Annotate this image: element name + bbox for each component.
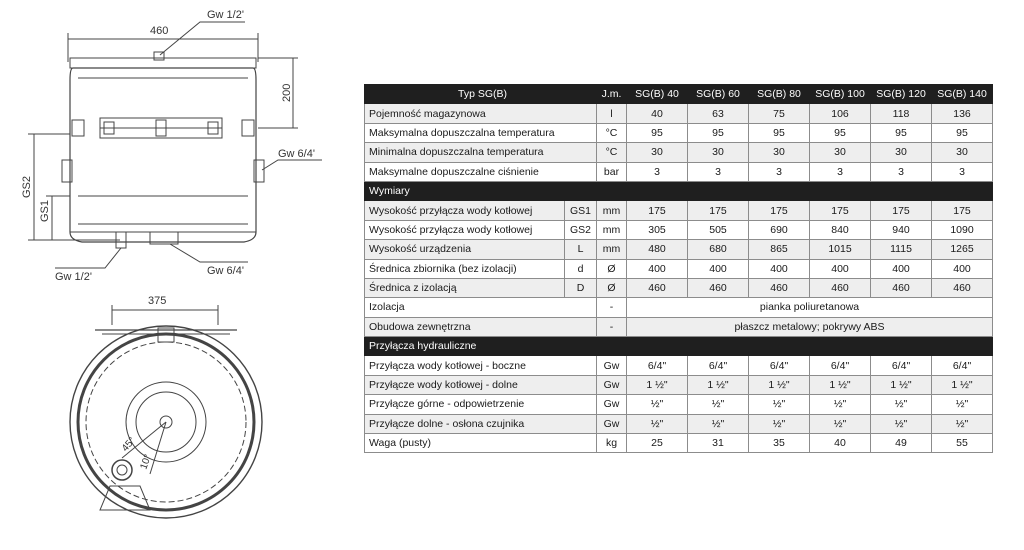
table-row [365,259,993,278]
label-dim-200: 200 [281,83,293,102]
row-value: 95 [932,123,993,142]
row-value: 505 [688,220,749,239]
row-value: ½" [627,414,688,433]
row-value: 30 [688,143,749,162]
row-unit: Gw [597,356,627,375]
row-value: 400 [810,259,871,278]
row-value: 3 [627,162,688,181]
row-value: 1115 [871,240,932,259]
table-row [365,104,993,123]
row-unit: Ø [597,259,627,278]
row-value: ½" [810,414,871,433]
row-label: Wysokość przyłącza wody kotłowej [365,201,565,220]
table-row [365,375,993,394]
row-unit: °C [597,123,627,142]
row-unit: bar [597,162,627,181]
row-value: 30 [810,143,871,162]
row-value: 175 [627,201,688,220]
row-value: 305 [627,220,688,239]
row-value: 680 [688,240,749,259]
row-label: Obudowa zewnętrzna [365,317,597,336]
label-dim-375: 375 [148,295,167,307]
row-value: 40 [810,434,871,453]
row-label: Wysokość przyłącza wody kotłowej [365,220,565,239]
header-model: SG(B) 80 [749,85,810,104]
row-value: 35 [749,434,810,453]
row-value: 63 [688,104,749,123]
row-value: 3 [749,162,810,181]
table-row [365,220,993,239]
table-row [365,317,993,336]
row-label: Waga (pusty) [365,434,597,453]
row-value: 3 [871,162,932,181]
row-value: 3 [688,162,749,181]
section-row-hydraulic [365,337,993,356]
row-value: 460 [932,278,993,297]
row-value: 30 [749,143,810,162]
row-value: 480 [627,240,688,259]
table-row [365,356,993,375]
label-gw-bottom-left: Gw 1/2' [55,271,92,283]
row-value: 1015 [810,240,871,259]
label-angle-b: 10° [138,453,154,472]
row-unit: - [597,298,627,317]
row-value: 1 ½" [627,375,688,394]
row-value: 3 [810,162,871,181]
row-unit: mm [597,201,627,220]
header-unit: J.m. [597,85,627,104]
row-value: 690 [749,220,810,239]
row-value: 400 [688,259,749,278]
row-label: Średnica zbiornika (bez izolacji) [365,259,565,278]
label-gw-top: Gw 1/2' [207,9,244,21]
row-symbol: d [565,259,597,278]
label-gs2: GS2 [21,175,33,198]
table-row [365,201,993,220]
row-value: 6/4" [627,356,688,375]
row-value: 1 ½" [810,375,871,394]
row-value: 95 [688,123,749,142]
row-value: 940 [871,220,932,239]
row-label: Maksymalne dopuszczalne ciśnienie [365,162,597,181]
row-value: 49 [871,434,932,453]
row-value: 6/4" [688,356,749,375]
section-title: Wymiary [365,181,993,200]
row-merged-value: pianka poliuretanowa [627,298,993,317]
row-value: 1090 [932,220,993,239]
table-row [365,395,993,414]
section-title: Przyłącza hydrauliczne [365,337,993,356]
row-value: 95 [627,123,688,142]
row-value: ½" [688,395,749,414]
row-value: 1265 [932,240,993,259]
table-row [365,298,993,317]
row-value: ½" [749,395,810,414]
label-gs1: GS1 [39,199,51,222]
row-value: 3 [932,162,993,181]
row-value: 175 [688,201,749,220]
row-value: 95 [871,123,932,142]
row-value: ½" [871,414,932,433]
row-label: Minimalna dopuszczalna temperatura [365,143,597,162]
row-value: 55 [932,434,993,453]
section-row-dimensions [365,181,993,200]
row-value: ½" [932,395,993,414]
row-value: 95 [810,123,871,142]
row-value: ½" [627,395,688,414]
row-value: 175 [749,201,810,220]
row-merged-value: płaszcz metalowy; pokrywy ABS [627,317,993,336]
row-value: 40 [627,104,688,123]
row-value: 30 [932,143,993,162]
row-unit: °C [597,143,627,162]
row-label: Średnica z izolacją [365,278,565,297]
table-row [365,143,993,162]
row-symbol: GS2 [565,220,597,239]
table-row [365,434,993,453]
header-model: SG(B) 60 [688,85,749,104]
row-value: 460 [688,278,749,297]
row-unit: Gw [597,395,627,414]
row-unit: kg [597,434,627,453]
row-unit: l [597,104,627,123]
row-value: 175 [871,201,932,220]
row-label: Maksymalna dopuszczalna temperatura [365,123,597,142]
row-value: ½" [810,395,871,414]
row-value: 6/4" [810,356,871,375]
row-value: 865 [749,240,810,259]
row-value: 30 [627,143,688,162]
row-label: Przyłącza wody kotłowej - boczne [365,356,597,375]
row-value: 460 [627,278,688,297]
table-header-row [365,85,993,104]
row-symbol: L [565,240,597,259]
table-row [365,278,993,297]
tank-side-view [62,52,264,248]
row-value: 6/4" [871,356,932,375]
header-model: SG(B) 120 [871,85,932,104]
label-gw-bottom-right: Gw 6/4' [207,265,244,277]
row-value: 1 ½" [688,375,749,394]
table-row [365,162,993,181]
row-unit: - [597,317,627,336]
row-value: 460 [749,278,810,297]
row-unit: Ø [597,278,627,297]
row-value: 25 [627,434,688,453]
row-symbol: D [565,278,597,297]
row-value: 106 [810,104,871,123]
row-value: ½" [749,414,810,433]
row-label: Przyłącze dolne - osłona czujnika [365,414,597,433]
tank-top-view [70,326,262,518]
row-value: 460 [810,278,871,297]
header-model: SG(B) 40 [627,85,688,104]
row-label: Przyłącze górne - odpowietrzenie [365,395,597,414]
row-value: 840 [810,220,871,239]
row-value: 1 ½" [871,375,932,394]
row-value: 75 [749,104,810,123]
table-row [365,240,993,259]
table-row [365,123,993,142]
row-value: ½" [871,395,932,414]
row-value: 460 [871,278,932,297]
header-model: SG(B) 140 [932,85,993,104]
label-dim-460: 460 [150,25,169,37]
header-type: Typ SG(B) [365,85,597,104]
row-value: 400 [871,259,932,278]
row-unit: Gw [597,414,627,433]
row-value: 6/4" [749,356,810,375]
row-value: 400 [749,259,810,278]
row-value: 175 [932,201,993,220]
row-label: Wysokość urządzenia [365,240,565,259]
row-value: ½" [932,414,993,433]
row-label: Przyłącze wody kotłowej - dolne [365,375,597,394]
row-value: 1 ½" [932,375,993,394]
header-model: SG(B) 100 [810,85,871,104]
row-value: 31 [688,434,749,453]
row-value: 6/4" [932,356,993,375]
row-value: 136 [932,104,993,123]
row-value: ½" [688,414,749,433]
row-label: Pojemność magazynowa [365,104,597,123]
spec-table-body [365,85,993,453]
row-unit: mm [597,240,627,259]
row-value: 400 [932,259,993,278]
row-value: 118 [871,104,932,123]
row-value: 1 ½" [749,375,810,394]
row-label: Izolacja [365,298,597,317]
row-unit: Gw [597,375,627,394]
row-unit: mm [597,220,627,239]
row-symbol: GS1 [565,201,597,220]
row-value: 175 [810,201,871,220]
row-value: 95 [749,123,810,142]
row-value: 400 [627,259,688,278]
technical-drawing [0,0,360,550]
label-angle-a: 45° [119,435,139,454]
spec-table [364,84,993,453]
table-row [365,414,993,433]
label-gw-right-upper: Gw 6/4' [278,148,315,160]
row-value: 30 [871,143,932,162]
